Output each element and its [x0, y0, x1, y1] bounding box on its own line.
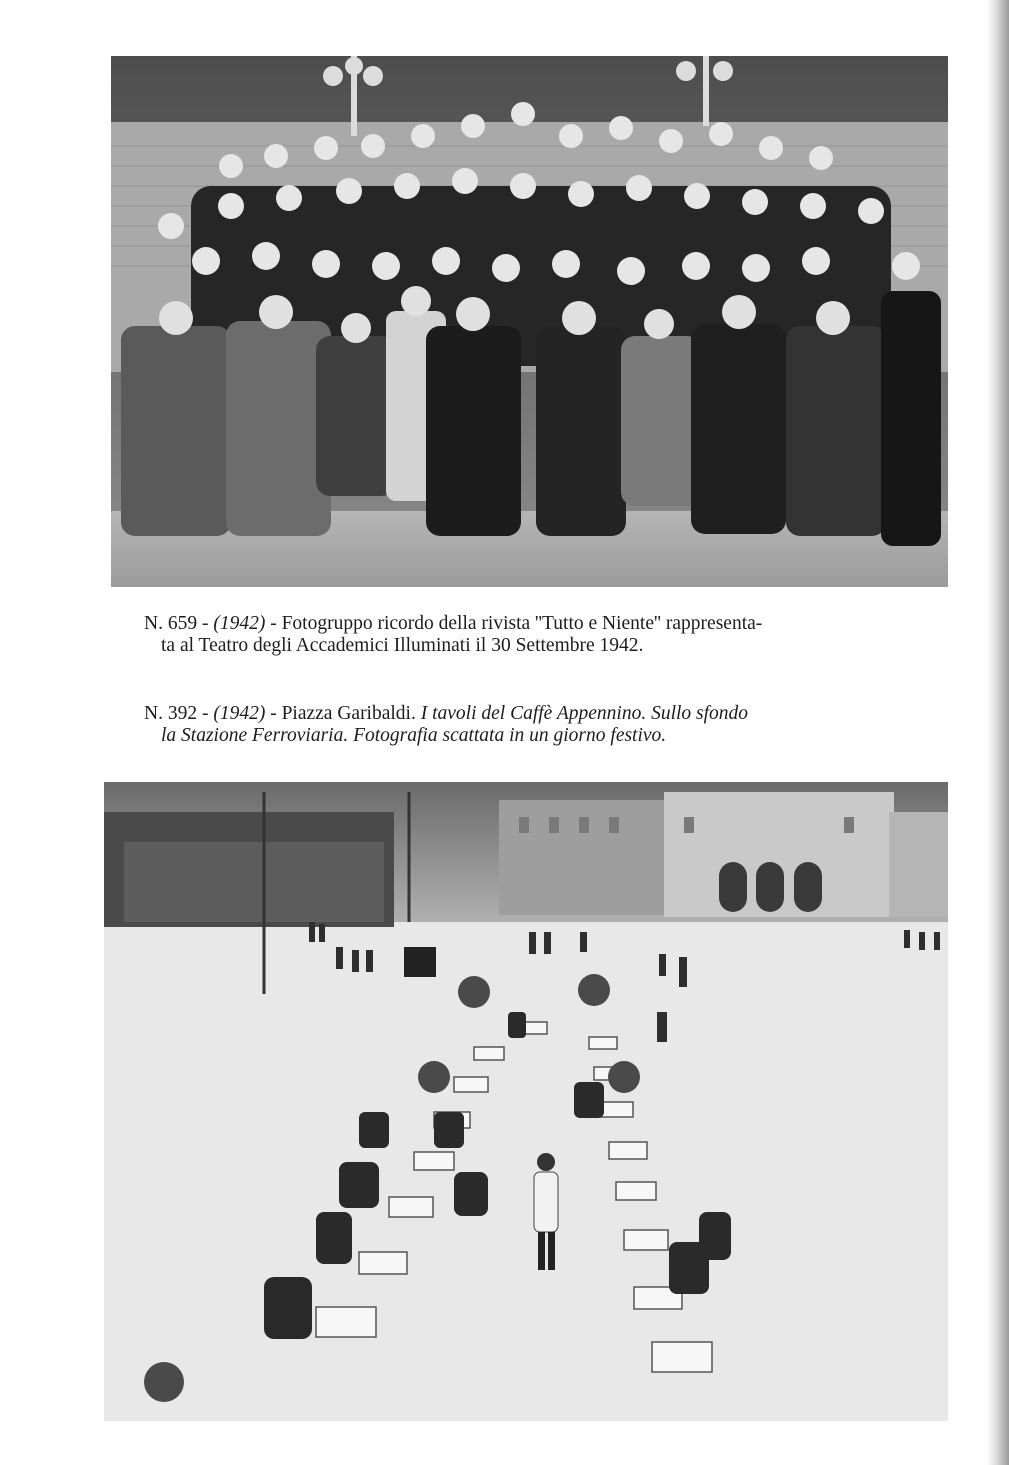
- caption-1-year: (1942): [213, 613, 266, 634]
- piazza-cafe-tables-photo: [104, 782, 948, 1421]
- caption-2-year: (1942): [213, 703, 266, 724]
- group-portrait-photo: [111, 56, 948, 587]
- group-portrait-drawing: [111, 56, 948, 587]
- caption-1-text: - Fotogruppo ricordo della rivista ''Tutto e Niente'' rappresenta-: [265, 613, 763, 634]
- caption-2-line-1: [144, 703, 924, 725]
- caption-2-number: N. 392 -: [144, 703, 214, 724]
- caption-2-text: - Piazza Garibaldi.: [265, 703, 421, 724]
- station-building: [499, 792, 948, 917]
- page-edge-shadow: [987, 0, 1009, 1465]
- caption-1-line-1: [144, 613, 912, 635]
- horse-carriage: [404, 947, 436, 977]
- caption-2-text-italic: I tavoli del Caffè Appennino. Sullo sfondo: [420, 703, 749, 724]
- caption-photo-659: [144, 613, 924, 657]
- piazza-drawing: [104, 782, 948, 1421]
- caption-1-number: N. 659 -: [144, 613, 214, 634]
- caption-photo-392: [144, 703, 924, 747]
- caption-2-line-2: la Stazione Ferroviaria. Fotografia scattata in un giorno festivo.: [161, 725, 667, 746]
- caption-1-line-2: ta al Teatro degli Accademici Illuminati il 30 Settembre 1942.: [161, 635, 644, 656]
